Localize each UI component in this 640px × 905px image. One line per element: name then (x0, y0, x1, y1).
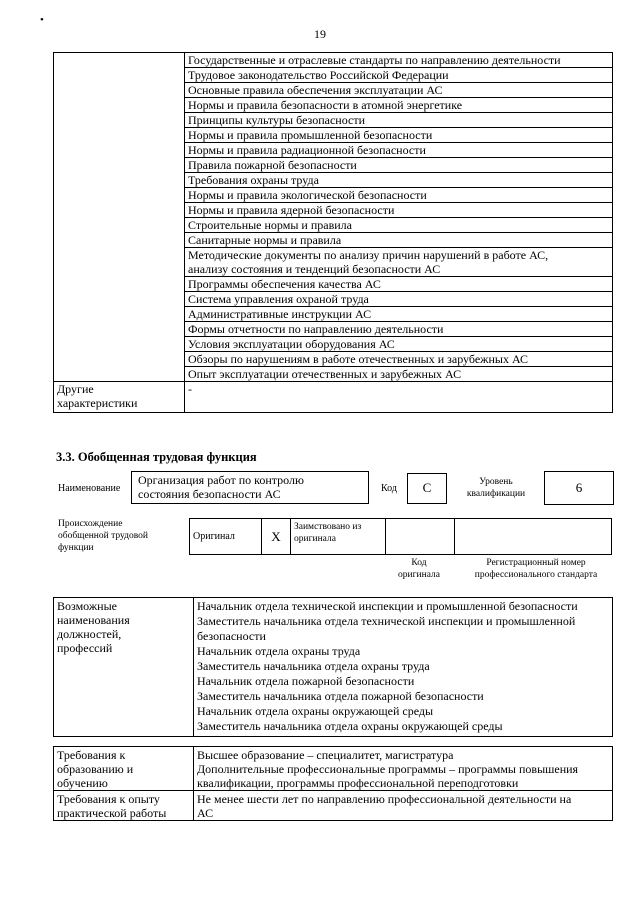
knowledge-row-line: Методические документы по анализу причин нарушений в работе АС, (188, 248, 549, 262)
code-caption-line: Код (411, 558, 427, 568)
knowledge-row: Обзоры по нарушениям в работе отечественных и зарубежных АС (185, 352, 613, 367)
positions-label-line: наименования (57, 613, 130, 627)
knowledge-row: Нормы и правила промышленной безопасности (185, 128, 613, 143)
reg-caption-line: Регистрационный номер (486, 558, 586, 568)
position-item: безопасности (197, 629, 266, 643)
positions-label (54, 598, 194, 737)
knowledge-row: Строительные нормы и правила (185, 218, 613, 233)
knowledge-row: Трудовое законодательство Российской Федерации (185, 68, 613, 83)
other-label-line: Другие (57, 382, 94, 396)
position-item: Заместитель начальника отдела охраны труда (197, 659, 430, 673)
code-label: Код (381, 483, 397, 494)
education-line: квалификации, программы профессиональной переподготовки (197, 776, 519, 790)
knowledge-label-cell (54, 53, 185, 382)
knowledge-row: Основные правила обеспечения эксплуатации АС (185, 83, 613, 98)
knowledge-row: Требования охраны труда (185, 173, 613, 188)
reg-caption-line: профессионального стандарта (474, 570, 598, 580)
level-value: 6 (575, 480, 583, 495)
positions-label-line: должностей, (57, 627, 122, 641)
origin-table (189, 518, 612, 555)
positions-table (53, 597, 613, 737)
positions-label-line: Возможные (57, 599, 117, 613)
name-label: Наименование (58, 483, 121, 494)
other-characteristics-value: - (185, 382, 613, 413)
other-label-line: характеристики (57, 396, 138, 410)
knowledge-row: Нормы и правила безопасности в атомной энергетике (185, 98, 613, 113)
code-box (407, 473, 447, 504)
borrowed-label-line: оригинала (294, 534, 336, 544)
education-label (54, 747, 194, 791)
knowledge-row: Государственные и отраслевые стандарты по направлению деятельности (185, 53, 613, 68)
education-line: Дополнительные профессиональные программы – программы повышения (197, 762, 579, 776)
code-caption-line: оригинала (398, 570, 440, 580)
positions-label-line: профессий (57, 641, 113, 655)
education-label-line: обучению (57, 776, 108, 790)
original-mark: X (262, 519, 291, 555)
knowledge-row: Система управления охраной труда (185, 292, 613, 307)
knowledge-row (185, 248, 613, 277)
level-label-line: Уровень (479, 477, 513, 487)
knowledge-row-line: анализу состояния и тенденций безопасности АС (188, 262, 441, 276)
original-label: Оригинал (190, 519, 262, 555)
position-item: Начальник отдела пожарной безопасности (197, 674, 415, 688)
knowledge-row: Принципы культуры безопасности (185, 113, 613, 128)
origin-label-line: Происхождение (58, 519, 123, 529)
function-name-line: Организация работ по контролю (138, 473, 304, 487)
experience-value (194, 791, 613, 821)
position-item: Начальник отдела охраны труда (197, 644, 361, 658)
code-value: С (422, 480, 432, 495)
education-label-line: Требования к (57, 748, 126, 762)
education-label-line: образованию и (57, 762, 134, 776)
origin-label-line: обобщенной трудовой (58, 531, 148, 541)
knowledge-row: Нормы и правила радиационной безопасности (185, 143, 613, 158)
experience-label (54, 791, 194, 821)
knowledge-table (53, 52, 613, 413)
knowledge-row: Нормы и правила экологической безопасности (185, 188, 613, 203)
knowledge-row: Административные инструкции АС (185, 307, 613, 322)
education-line: Высшее образование – специалитет, магистратура (197, 748, 454, 762)
position-item: Начальник отдела технической инспекции и промышленной безопасности (197, 599, 578, 613)
knowledge-row: Санитарные нормы и правила (185, 233, 613, 248)
knowledge-row: Правила пожарной безопасности (185, 158, 613, 173)
level-label-line: квалификации (466, 489, 526, 499)
section-title: 3.3. Обобщенная трудовая функция (56, 450, 257, 464)
position-item: Заместитель начальника отдела охраны окружающей среды (197, 719, 503, 733)
borrowed-label-line: Заимствовано из (294, 522, 362, 532)
experience-line: Не менее шести лет по направлению профессиональной деятельности на (197, 792, 572, 806)
knowledge-row: Нормы и правила ядерной безопасности (185, 203, 613, 218)
positions-list (194, 598, 613, 737)
function-name-line: состояния безопасности АС (138, 487, 281, 501)
knowledge-row: Программы обеспечения качества АС (185, 277, 613, 292)
experience-label-line: практической работы (57, 806, 167, 820)
registration-number-cell (455, 519, 612, 555)
level-box (544, 471, 614, 505)
experience-line: АС (197, 806, 214, 820)
function-name-box (131, 471, 369, 504)
position-item: Заместитель начальника отдела пожарной безопасности (197, 689, 484, 703)
knowledge-row: Формы отчетности по направлению деятельности (185, 322, 613, 337)
knowledge-row: Условия эксплуатации оборудования АС (185, 337, 613, 352)
requirements-table (53, 746, 613, 821)
education-value (194, 747, 613, 791)
page-number: 19 (314, 27, 326, 41)
experience-label-line: Требования к опыту (57, 792, 160, 806)
knowledge-row: Опыт эксплуатации отечественных и зарубежных АС (185, 367, 613, 382)
position-item: Заместитель начальника отдела технической инспекции и промышленной (197, 614, 576, 628)
page-corner-mark: • (40, 14, 44, 26)
position-item: Начальник отдела охраны окружающей среды (197, 704, 434, 718)
other-characteristics-label (54, 382, 185, 413)
origin-label-line: функции (58, 543, 94, 553)
borrowed-label (291, 519, 386, 555)
original-code-cell (386, 519, 455, 555)
